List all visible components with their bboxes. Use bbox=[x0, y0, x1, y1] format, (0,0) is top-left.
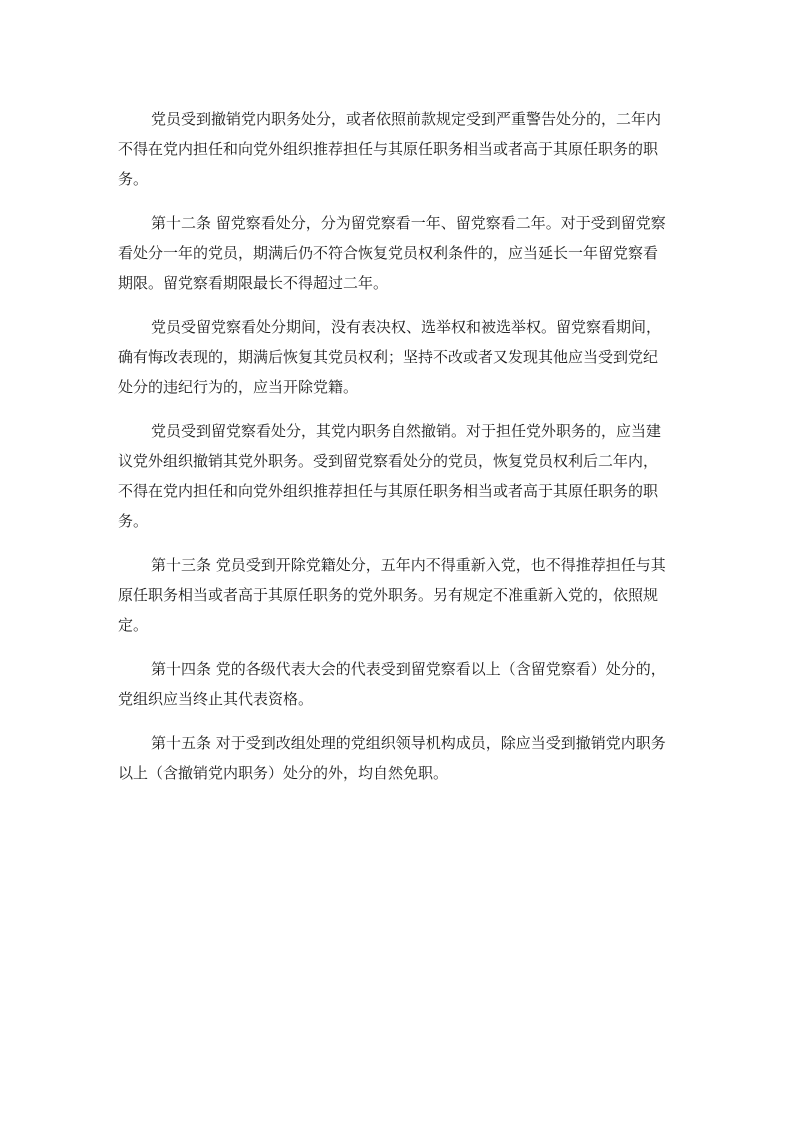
text-line: 期限。留党察看期限最长不得超过二年。 bbox=[118, 274, 389, 292]
text-line: 不得在党内担任和向党外组织推荐担任与其原任职务相当或者高于其原任职务的职 bbox=[118, 140, 659, 158]
text-line: 第十四条 党的各级代表大会的代表受到留党察看以上（含留党察看）处分的， bbox=[151, 660, 666, 678]
paragraph-2-article-12 bbox=[118, 208, 680, 298]
text-line: 党组织应当终止其代表资格。 bbox=[118, 690, 314, 708]
text-line: 不得在党内担任和向党外组织推荐担任与其原任职务相当或者高于其原任职务的职 bbox=[118, 482, 659, 500]
text-line: 确有悔改表现的，期满后恢复其党员权利；坚持不改或者又发现其他应当受到党纪 bbox=[118, 348, 659, 366]
text-line: 党员受到留党察看处分，其党内职务自然撤销。对于担任党外职务的，应当建 bbox=[151, 422, 662, 440]
text-line: 第十三条 党员受到开除党籍处分，五年内不得重新入党，也不得推荐担任与其 bbox=[151, 556, 666, 574]
paragraph-3 bbox=[118, 312, 680, 402]
paragraph-5-article-13 bbox=[118, 550, 680, 640]
text-line: 原任职务相当或者高于其原任职务的党外职务。另有规定不准重新入党的，依照规 bbox=[118, 586, 659, 604]
text-line: 定。 bbox=[118, 616, 149, 634]
text-line: 党员受留党察看处分期间，没有表决权、选举权和被选举权。留党察看期间， bbox=[151, 318, 662, 336]
paragraph-1 bbox=[118, 104, 680, 194]
paragraph-7-article-15 bbox=[118, 728, 680, 788]
text-line: 务。 bbox=[118, 512, 149, 530]
paragraph-4 bbox=[118, 416, 680, 536]
text-line: 以上（含撤销党内职务）处分的外，均自然免职。 bbox=[118, 764, 449, 782]
document-body bbox=[118, 104, 680, 802]
paragraph-6-article-14 bbox=[118, 654, 680, 714]
text-line: 议党外组织撤销其党外职务。受到留党察看处分的党员，恢复党员权利后二年内， bbox=[118, 452, 659, 470]
text-line: 第十五条 对于受到改组处理的党组织领导机构成员，除应当受到撤销党内职务 bbox=[151, 734, 666, 752]
text-line: 处分的违纪行为的，应当开除党籍。 bbox=[118, 378, 359, 396]
text-line: 党员受到撤销党内职务处分，或者依照前款规定受到严重警告处分的，二年内 bbox=[151, 110, 662, 128]
text-line: 看处分一年的党员，期满后仍不符合恢复党员权利条件的，应当延长一年留党察看 bbox=[118, 244, 659, 262]
text-line: 务。 bbox=[118, 170, 149, 188]
text-line: 第十二条 留党察看处分，分为留党察看一年、留党察看二年。对于受到留党察 bbox=[151, 214, 666, 232]
